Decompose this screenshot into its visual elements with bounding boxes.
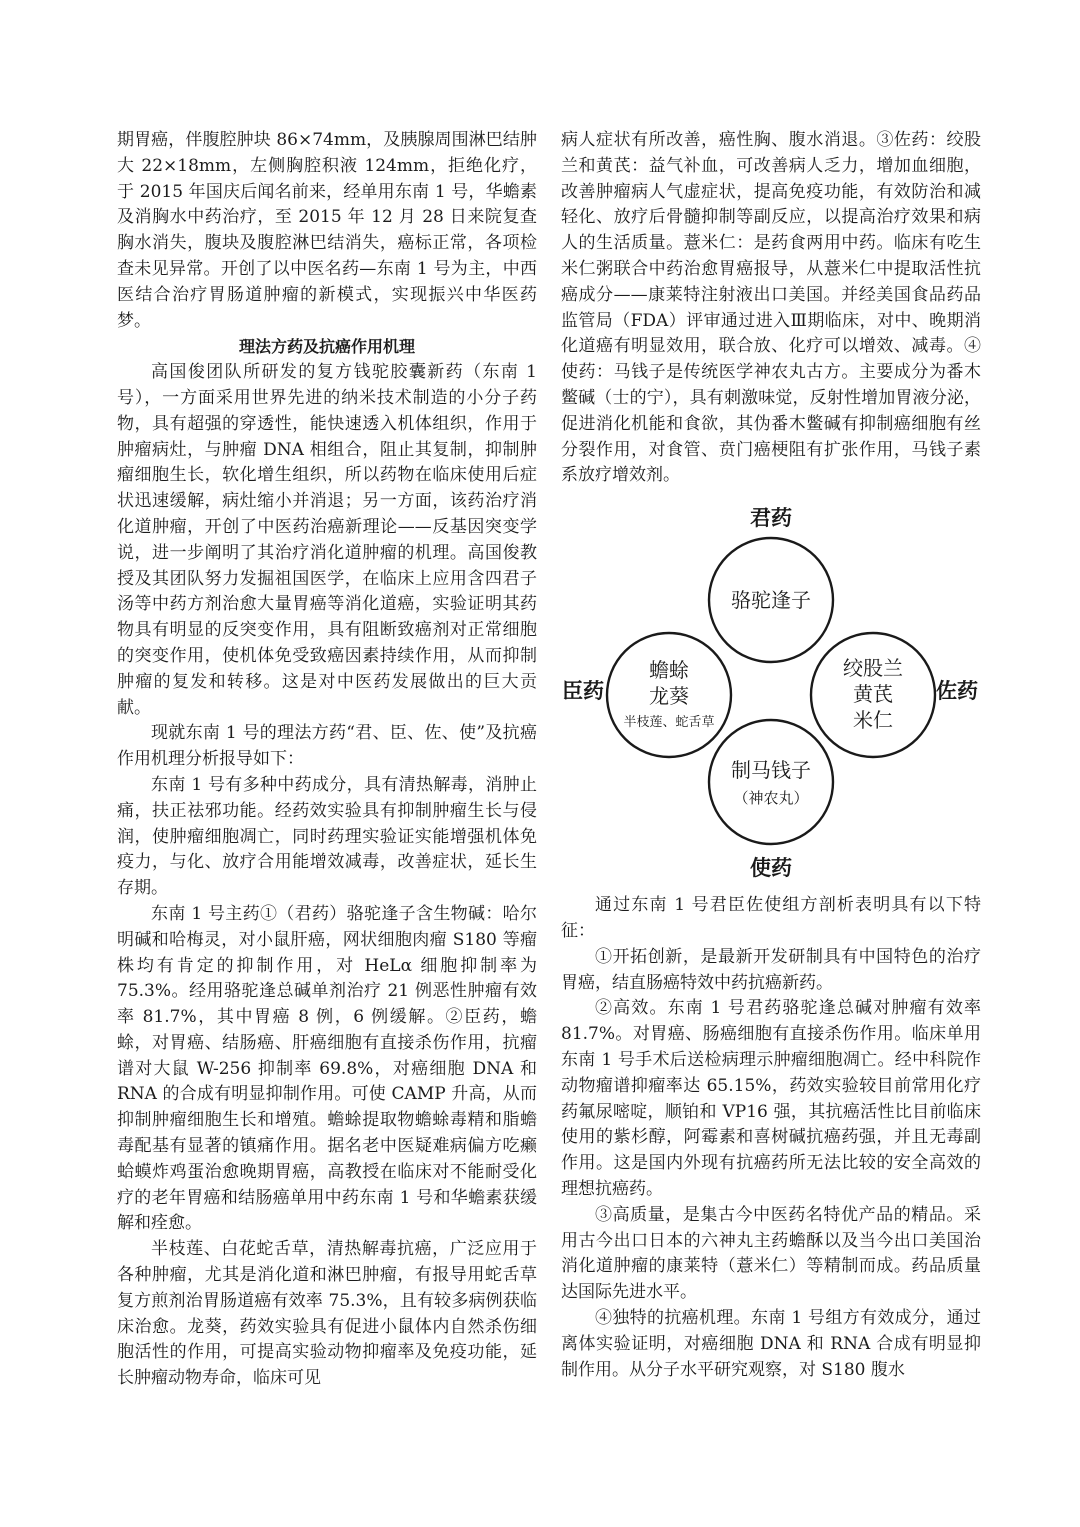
left-column (117, 128, 537, 1392)
herb-longkui: 龙葵 (649, 684, 689, 709)
herb-jiaogulan: 绞股兰 (843, 656, 903, 681)
herb-miren: 米仁 (853, 708, 893, 733)
paragraph: 现就东南 1 号的理法方药“君、臣、佐、使”及抗癌作用机理分析报导如下： (117, 723, 537, 770)
paragraph: 高国俊团队所研发的复方钱驼胶囊新药（东南 1 号），一方面采用世界先进的纳米技术制造的小分子药物，具有超强的穿透性，能快速透入机体组织，作用于肿瘤病灶，与肿瘤 DNA 相组合，阻止其复制，抑制肿瘤细胞生长，软化增生组织，所以药物在临床使用后症状迅速缓解，病灶缩小并消退；另一方面，该药治疗消化道肿瘤，开创了中医药治癌新理论——反基因突变学说，进一步阐明了其治疗消化道肿瘤的机理。高国俊教授及其团队努力发掘祖国医学，在临床上应用含四君子汤等中药方剂治愈大量胃癌等消化道癌，实验证明其药物具有明显的反突变作用，具有阻断致癌剂对正常细胞的突变作用，使机体免受致癌因素持续作用，从而抑制肿瘤的复发和转移。这是对中医药发展做出的巨大贡献。 (117, 362, 537, 718)
label-chen: 臣药 (562, 679, 604, 704)
label-shi: 使药 (750, 856, 792, 881)
label-jun: 君药 (750, 506, 792, 531)
paragraph: ①开拓创新，是最新开发研制具有中国特色的治疗胃癌，结直肠癌特效中药抗癌新药。 (561, 946, 981, 993)
right-column (561, 128, 981, 1383)
herb-sub-shennongwan: （神农丸） (733, 789, 809, 808)
herb-maqianzi: 制马钱子 (731, 758, 811, 783)
label-zuo: 佐药 (936, 679, 978, 704)
paragraph: 东南 1 号有多种中药成分，具有清热解毒，消肿止痛，扶正祛邪功能。经药效实验具有抑制肿瘤生长与侵润，使肿瘤细胞凋亡，同时药理实验证实能增强机体免疫力，与化、放疗合用能增效减毒，改善症状，延长生存期。 (117, 774, 537, 899)
paragraph: 期胃癌，伴腹腔肿块 86×74mm，及胰腺周围淋巴结肿大 22×18mm，左侧胸腔积液 124mm，拒绝化疗，于 2015 年国庆后闻名前来，经单用东南 1 号，华蟾素及消胸水中药治疗，至 2015 年 12 月 28 日来院复查胸水消失，腹块及腹腔淋巴结消失，癌标正常，各项检查未见异常。开创了以中医名药—东南 1 号为主，中西医结合治疗胃肠道肿瘤的新模式，实现振兴中华医药梦。 (117, 130, 537, 331)
circle-shi (709, 720, 833, 844)
section-heading: 理法方药及抗癌作用机理 (238, 337, 415, 357)
jun-chen-zuo-shi-diagram (561, 497, 981, 885)
herb-huangqi: 黄芪 (853, 682, 893, 707)
paragraph: 病人症状有所改善，癌性胸、腹水消退。③佐药：绞股兰和黄芪：益气补血，可改善病人乏力，增加血细胞，改善肿瘤病人气虚症状，提高免疫功能，有效防治和减轻化、放疗后骨髓抑制等副反应，以提高治疗效果和病人的生活质量。薏米仁：是药食两用中药。临床有吃生米仁粥联合中药治愈胃癌报导，从薏米仁中提取活性抗癌成分——康莱特注射液出口美国。并经美国食品药品监管局（FDA）评审通过进入Ⅲ期临床，对中、晚期消化道癌有明显效用，联合放、化疗可以增效、减毒。④使药：马钱子是传统医学神农丸古方。主要成分为番木鳖碱（士的宁），具有刺激味觉，反射性增加胃液分泌，促进消化机能和食欲，其伪番木鳖碱有抑制癌细胞有丝分裂作用，对食管、贲门癌梗阻有扩张作用，马钱子素系放疗增效剂。 (561, 130, 981, 486)
paragraph: ③高质量，是集古今中医药名特优产品的精品。采用古今出口日本的六神丸主药蟾酥以及当今出口美国治消化道肿瘤的康莱特（薏米仁）等精制而成。药品质量达国际先进水平。 (561, 1204, 981, 1303)
paragraph: ④独特的抗癌机理。东南 1 号组方有效成分，通过离体实验证明，对癌细胞 DNA 和 RNA 合成有明显抑制作用。从分子水平研究观察，对 S180 腹水 (561, 1307, 981, 1380)
paragraph: ②高效。东南 1 号君药骆驼逢总碱对肿瘤有效率 81.7%。对胃癌、肠癌细胞有直接杀伤作用。临床单用东南 1 号手术后送检病理示肿瘤细胞凋亡。经中科院作动物瘤谱抑瘤率达 65.15%，药效实验较目前常用化疗药氟尿嘧啶，顺铂和 VP16 强，其抗癌活性比目前临床使用的紫杉醇，阿霉素和喜树碱抗癌药强，并且无毒副作用。这是国内外现有抗癌药所无法比较的安全高效的理想抗癌药。 (561, 998, 981, 1199)
herb-sub-banzhilian: 半枝莲、蛇舌草 (623, 715, 715, 731)
paragraph: 半枝莲、白花蛇舌草，清热解毒抗癌，广泛应用于各种肿瘤，尤其是消化道和淋巴肿瘤，有报导用蛇舌草复方煎剂治胃肠道癌有效率 75.3%，且有较多病例获临床治愈。龙葵，药效实验具有促进小鼠体内自然杀伤细胞活性的作用，可提高实验动物抑瘤率及免疫功能，延长肿瘤动物寿命，临床可见 (117, 1239, 537, 1389)
herb-luotuo: 骆驼逢子 (731, 588, 811, 613)
herb-chanchu: 蟾蜍 (649, 658, 689, 683)
paragraph: 东南 1 号主药①（君药）骆驼逢子含生物碱：哈尔明碱和哈梅灵，对小鼠肝癌，网状细胞肉瘤 S180 等瘤株均有肯定的抑制作用，对 HeLα 细胞抑制率为 75.3%。经用骆驼逢总碱单剂治疗 21 例恶性肿瘤有效率 81.7%，其中胃癌 8 例，6 例缓解。②臣药，蟾蜍，对胃癌、结肠癌、肝癌细胞有直接杀伤作用，抗瘤谱对大鼠 W-256 抑制率 69.8%，对癌细胞 DNA 和 RNA 的合成有明显抑制作用。可使 CAMP 升高，从而抑制肿瘤细胞生长和增殖。蟾蜍提取物蟾蜍毒精和脂蟾毒配基有显著的镇痛作用。据名老中医疑难病偏方吃癞蛤蟆炸鸡蛋治愈晚期胃癌，高教授在临床对不能耐受化疗的老年胃癌和结肠癌单用中药东南 1 号和华蟾素获缓解和痊愈。 (117, 903, 537, 1234)
paragraph: 通过东南 1 号君臣佐使组方剖析表明具有以下特征： (561, 895, 981, 941)
